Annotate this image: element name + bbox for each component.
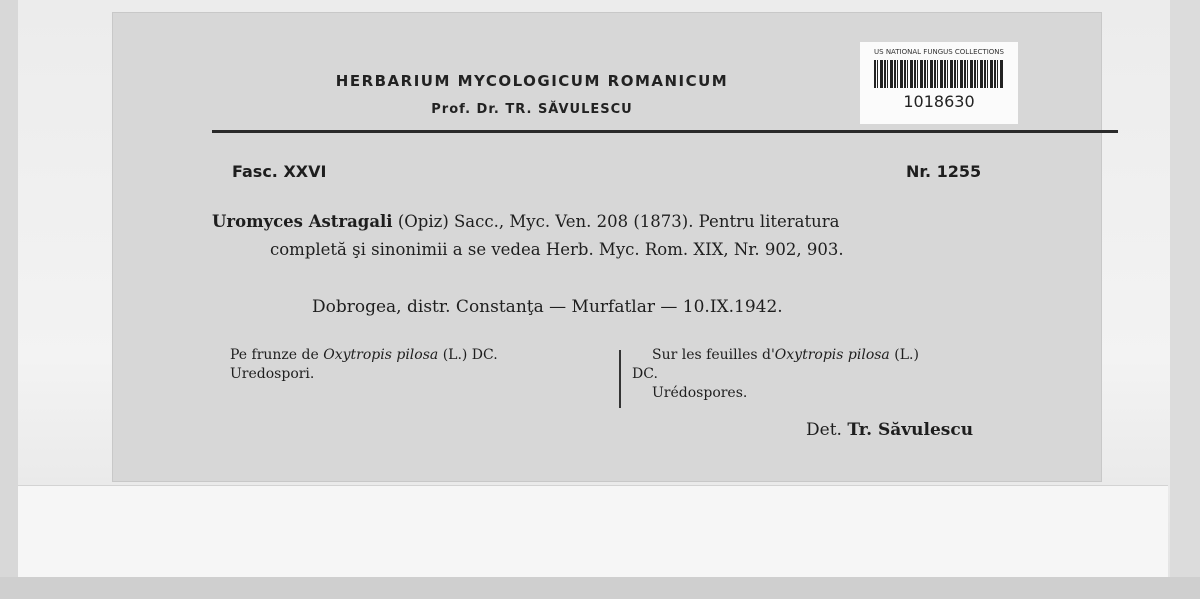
- barcode-number: 1018630: [903, 92, 975, 111]
- species-authority: (Opiz) Sacc., Myc. Ven. 208 (1873). Pentru literatura: [397, 212, 840, 231]
- determiner-prefix: Det.: [806, 420, 842, 440]
- column-divider: [619, 350, 621, 408]
- species-name: Uromyces Astragali: [212, 212, 393, 231]
- host-fr-prefix: Sur les feuilles d': [652, 347, 775, 363]
- envelope-flap: [18, 485, 1168, 578]
- envelope-left-edge: [0, 0, 18, 599]
- fascicle-number: Fasc. XXVI: [232, 162, 327, 181]
- barcode-icon: [874, 60, 1004, 88]
- collection-locality: Dobrogea, distr. Constanţa — Murfatlar — 10.IX.1942.: [312, 297, 783, 317]
- specimen-label: [112, 12, 1102, 482]
- spore-stage-fr: Urédospores.: [652, 385, 748, 401]
- species-citation-line2: completă şi sinonimii a se vedea Herb. Myc. Rom. XIX, Nr. 902, 903.: [270, 240, 844, 259]
- specimen-number: Nr. 1255: [906, 162, 982, 181]
- host-french-line: [652, 346, 919, 365]
- herbarium-title: HERBARIUM MYCOLOGICUM ROMANICUM: [335, 72, 729, 90]
- species-citation-line1: [212, 212, 840, 231]
- host-romanian-line: [230, 346, 498, 365]
- host-romanian: [230, 346, 498, 384]
- barcode-caption: US NATIONAL FUNGUS COLLECTIONS: [874, 48, 1004, 56]
- determiner: [806, 420, 973, 440]
- host-ro-prefix: Pe frunze de: [230, 347, 319, 363]
- envelope-bottom-edge: [0, 577, 1200, 599]
- envelope-right-edge: [1170, 0, 1200, 599]
- host-fr-species: Oxytropis pilosa: [774, 347, 890, 363]
- barcode-sticker: [860, 42, 1018, 124]
- host-french: [632, 346, 919, 403]
- host-fr-authority: DC.: [632, 366, 658, 382]
- host-ro-species: Oxytropis pilosa: [323, 347, 439, 363]
- determiner-name: Tr. Săvulescu: [847, 420, 974, 440]
- header-rule: [212, 130, 1118, 133]
- herbarium-director: Prof. Dr. TR. SĂVULESCU: [431, 102, 633, 117]
- host-fr-suffix: (L.): [894, 347, 919, 363]
- host-ro-suffix: (L.) DC.: [442, 347, 498, 363]
- spore-stage-ro: Uredospori.: [230, 366, 315, 382]
